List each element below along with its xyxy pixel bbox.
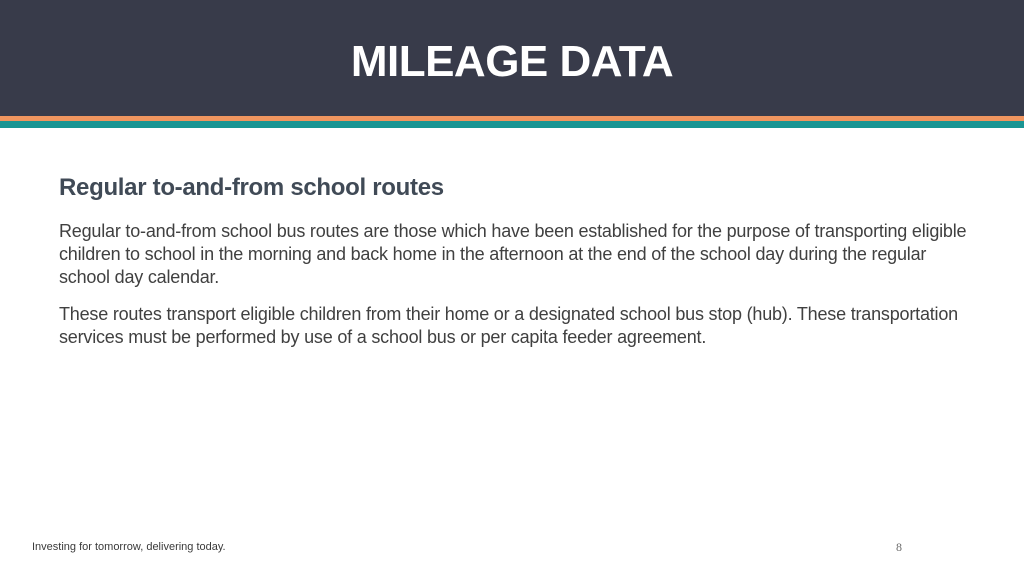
slide-body xyxy=(59,172,979,363)
page-number: 8 xyxy=(896,540,902,554)
slide-title: MILEAGE DATA xyxy=(350,37,674,86)
section-heading: Regular to-and-from school routes xyxy=(59,174,444,201)
title-bar xyxy=(0,0,1024,116)
footer-tagline: Investing for tomorrow, delivering today. xyxy=(32,541,226,553)
body-paragraph: Regular to-and-from school bus routes are those which have been established for the purpose of transporting eligible children to school in the morning and back home in the afternoon at the end of the school day during the regular school day calendar. xyxy=(59,221,967,287)
body-paragraph: These routes transport eligible children from their home or a designated school bus stop (hub). These transportation services must be performed by use of a school bus or per capita feeder agreement. xyxy=(59,304,958,347)
teal-accent-stripe xyxy=(0,121,1024,128)
